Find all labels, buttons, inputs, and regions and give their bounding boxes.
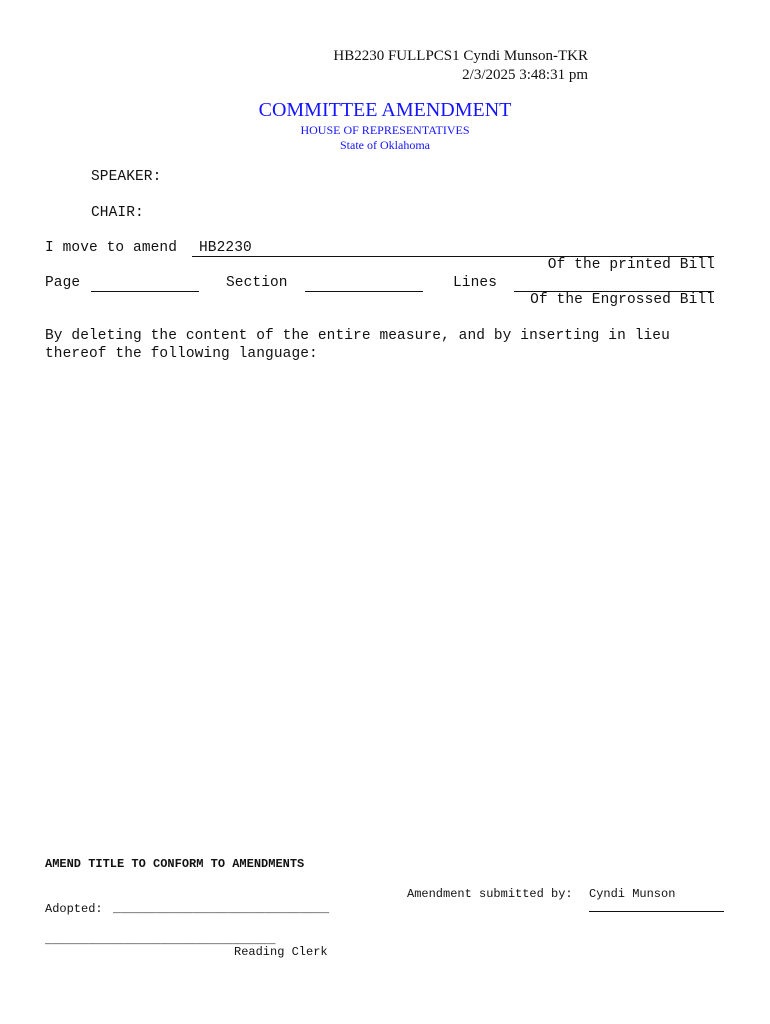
- adopted-label: Adopted:: [45, 902, 103, 916]
- section-label: Section: [226, 275, 288, 291]
- reading-clerk-signature-line[interactable]: ________________________________: [45, 933, 276, 947]
- section-field[interactable]: [305, 291, 423, 292]
- move-to-amend-label: I move to amend: [45, 240, 178, 256]
- page-label: Page: [45, 275, 81, 291]
- reading-clerk-label: Reading Clerk: [234, 945, 328, 959]
- chair-label: CHAIR:: [91, 205, 144, 221]
- printed-bill-label: Of the printed Bill: [547, 257, 715, 273]
- engrossed-bill-label: Of the Engrossed Bill: [530, 292, 715, 308]
- page-title: COMMITTEE AMENDMENT: [258, 99, 512, 121]
- document-timestamp: 2/3/2025 3:48:31 pm: [462, 67, 588, 83]
- lines-label: Lines: [453, 275, 498, 291]
- bill-number-value: HB2230: [199, 240, 252, 256]
- adopted-signature-line[interactable]: ______________________________: [113, 902, 330, 916]
- speaker-label: SPEAKER:: [91, 169, 162, 185]
- submitted-by-label: Amendment submitted by:: [407, 887, 573, 901]
- document-id: HB2230 FULLPCS1 Cyndi Munson-TKR: [333, 48, 588, 64]
- submitted-by-signature-line: [589, 911, 724, 912]
- page-field[interactable]: [91, 291, 199, 292]
- amend-title-heading: AMEND TITLE TO CONFORM TO AMENDMENTS: [45, 857, 305, 871]
- state-subtitle: State of Oklahoma: [340, 138, 430, 152]
- submitted-by-name: Cyndi Munson: [589, 887, 676, 901]
- amendment-body-line1: By deleting the content of the entire measure, and by inserting in lieu: [45, 328, 670, 344]
- amendment-body-line2: thereof the following language:: [45, 346, 318, 362]
- house-subtitle: HOUSE OF REPRESENTATIVES: [300, 123, 470, 137]
